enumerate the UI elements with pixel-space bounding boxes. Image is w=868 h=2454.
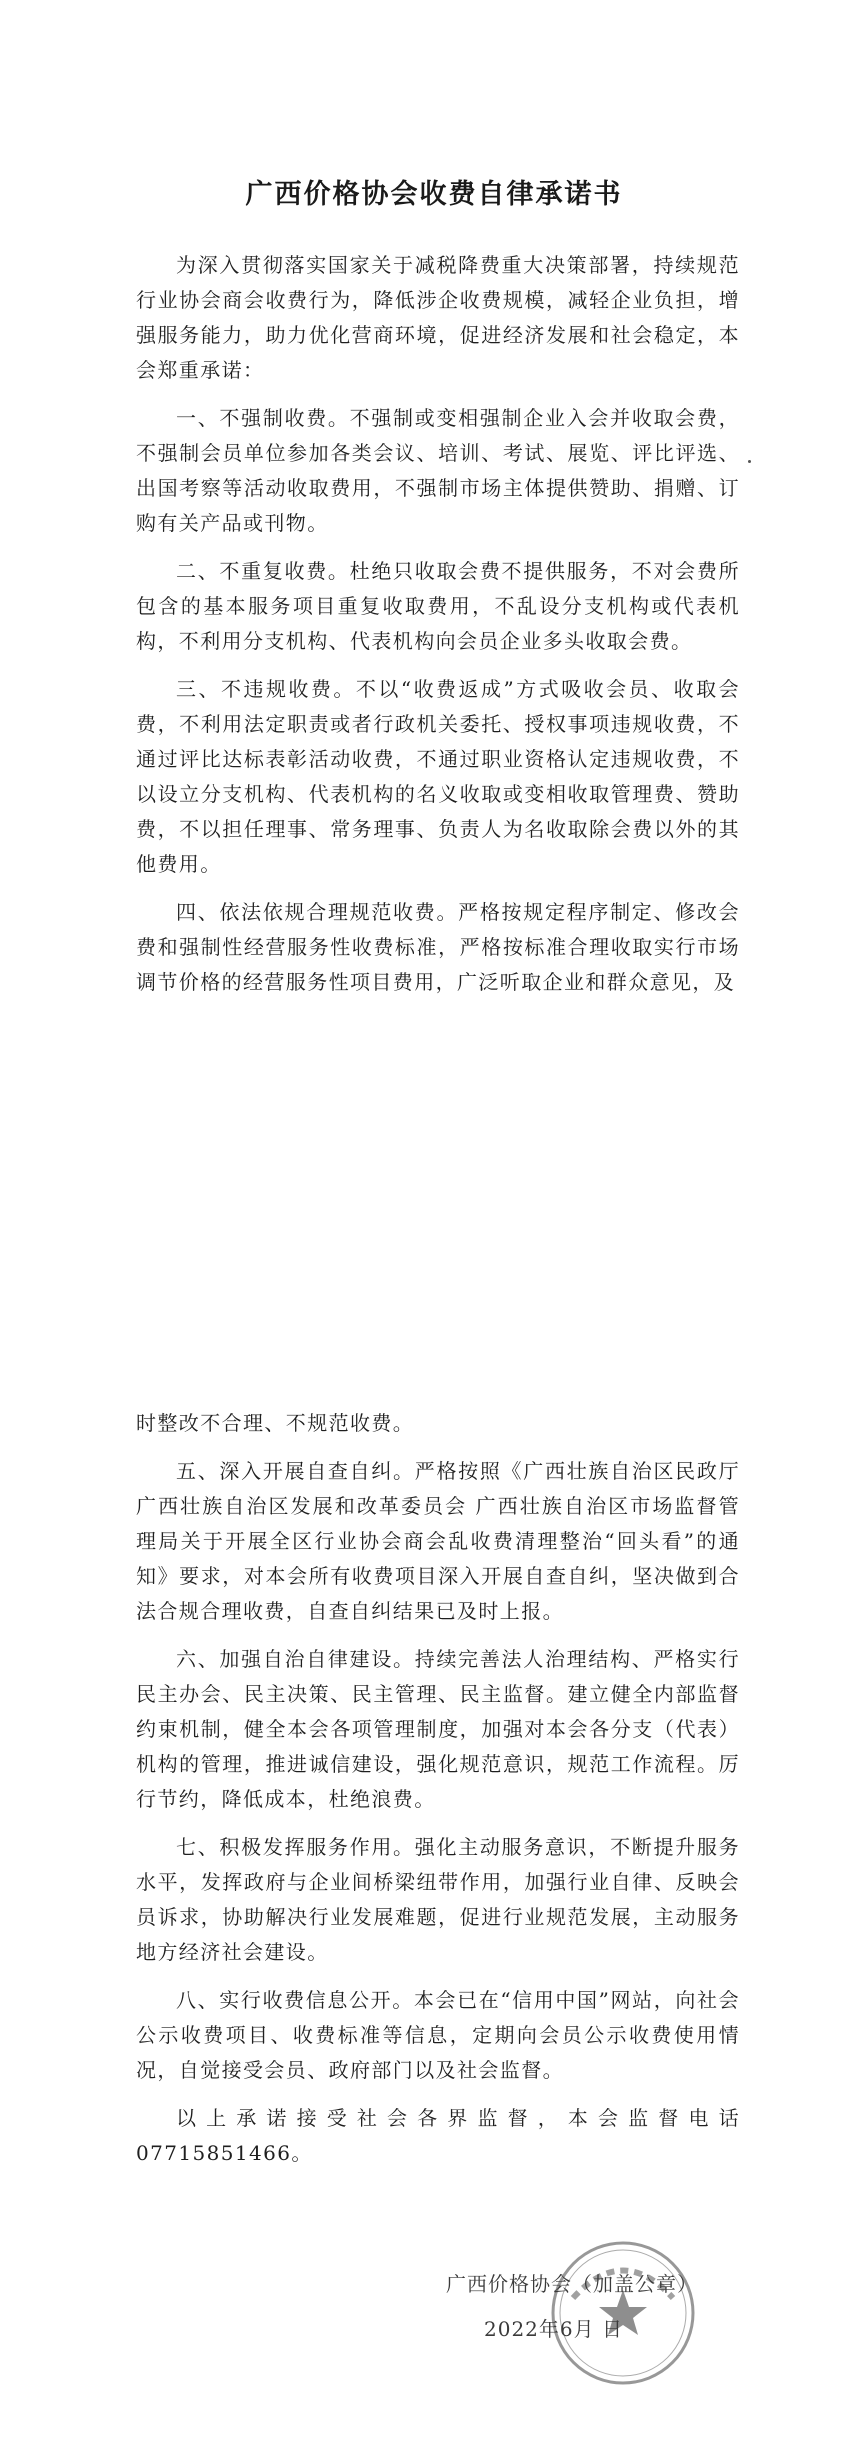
clause-3-paragraph: 三、不违规收费。不以“收费返成”方式吸收会员、收取会费，不利用法定职责或者行政机关委托、授权事项违规收费，不通过评比达标表彰活动收费，不通过职业资格认定违规收费，不以设立分支机构、代表机构的名义收取或变相收取管理费、赞助费，不以担任理事、常务理事、负责人为名收取除会费以外的其他费用。 [136, 677, 740, 876]
clause-4-continuation: 时整改不合理、不规范收费。 [136, 1411, 415, 1435]
scan-speck [748, 460, 751, 463]
clause-4-paragraph: 四、依法依规合理规范收费。严格按规定程序制定、修改会费和强制性经营服务性收费标准，严格按标准合理收取实行市场调节价格的经营服务性项目费用，广泛听取企业和群众意见，及 [136, 900, 740, 994]
signature-date: 2022年6月 日 [484, 2317, 623, 2341]
clause-6-paragraph: 六、加强自治自律建设。持续完善法人治理结构、严格实行民主办会、民主决策、民主管理、民主监督。建立健全内部监督约束机制，健全本会各项管理制度，加强对本会各分支（代表）机构的管理，推进诚信建设，强化规范意识，规范工作流程。厉行节约，降低成本，杜绝浪费。 [136, 1647, 740, 1811]
closing-paragraph: 以上承诺接受社会各界监督，本会监督电话07715851466。 [136, 2106, 740, 2165]
clause-5-paragraph: 五、深入开展自查自纠。严格按照《广西壮族自治区民政厅 广西壮族自治区发展和改革委员会 广西壮族自治区市场监督管理局关于开展全区行业协会商会乱收费清理整治“回头看”的通知》要求，对本会所有收费项目深入开展自查自纠，坚决做到合法合规合理收费，自查自纠结果已及时上报。 [136, 1459, 740, 1623]
signature-organization: 广西价格协会（加盖公章） [446, 2272, 698, 2296]
clause-7-paragraph: 七、积极发挥服务作用。强化主动服务意识，不断提升服务水平，发挥政府与企业间桥梁纽带作用，加强行业自律、反映会员诉求，协助解决行业发展难题，促进行业规范发展，主动服务地方经济社会建设。 [136, 1835, 740, 1964]
body-section-2 [136, 1406, 740, 2184]
body-section-1 [136, 248, 740, 1013]
clause-2-paragraph: 二、不重复收费。杜绝只收取会费不提供服务，不对会费所包含的基本服务项目重复收取费用，不乱设分支机构或代表机构，不利用分支机构、代表机构向会员企业多头收取会费。 [136, 559, 740, 653]
clause-8-paragraph: 八、实行收费信息公开。本会已在“信用中国”网站，向社会公示收费项目、收费标准等信息，定期向会员公示收费使用情况，自觉接受会员、政府部门以及社会监督。 [136, 1988, 740, 2082]
clause-1-paragraph: 一、不强制收费。不强制或变相强制企业入会并收取会费，不强制会员单位参加各类会议、培训、考试、展览、评比评选、出国考察等活动收取费用，不强制市场主体提供赞助、捐赠、订购有关产品或刊物。 [136, 406, 740, 535]
document-title: 广西价格协会收费自律承诺书 [245, 179, 623, 210]
intro-paragraph: 为深入贯彻落实国家关于减税降费重大决策部署，持续规范行业协会商会收费行为，降低涉企收费规模，减轻企业负担，增强服务能力，助力优化营商环境，促进经济发展和社会稳定，本会郑重承诺： [136, 253, 740, 382]
